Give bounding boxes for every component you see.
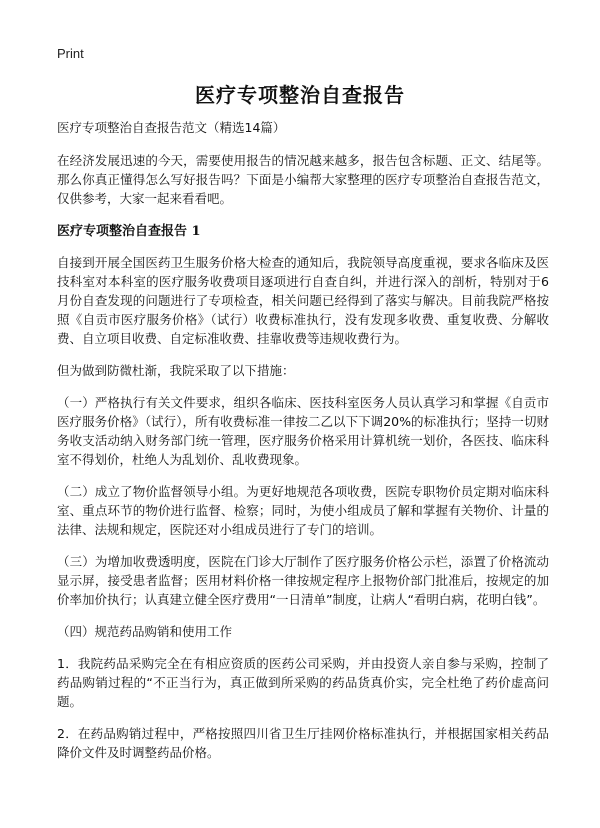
page-title: 医疗专项整治自查报告	[195, 83, 405, 107]
print-link[interactable]: Print	[57, 46, 84, 61]
body-paragraph: （三）为增加收费透明度，医院在门诊大厅制作了医疗服务价格公示栏，添置了价格流动显示屏，接受患者监督；医用材料价格一律按规定程序上报物价部门批准后，按规定的加价率加价执行；认真建立健全医疗费用“一日清单”制度，让病人“看明白病，花明白钱”。	[57, 554, 549, 607]
article-subtitle: 医疗专项整治自查报告范文（精选14篇）	[57, 120, 286, 135]
intro-paragraph: 在经济发展迅速的今天，需要使用报告的情况越来越多，报告包含标题、正文、结尾等。那么你真正懂得怎么写好报告吗？下面是小编帮大家整理的医疗专项整治自查报告范文，仅供参考，大家一起来看看吧。	[57, 153, 549, 206]
article-body	[57, 118, 549, 775]
body-paragraph: （一）严格执行有关文件要求，组织各临床、医技科室医务人员认真学习和掌握《自贡市医疗服务价格》（试行），所有收费标准一律按二乙以下下调20%的标准执行；坚持一切财务收支活动纳入财务部门统一管理，医疗服务价格采用计算机统一划价，各医技、临床科室不得划价，杜绝人为乱划价、乱收费现象。	[57, 395, 549, 467]
section-heading: 医疗专项整治自查报告 1	[57, 224, 201, 239]
body-paragraph: 自接到开展全国医药卫生服务价格大检查的通知后，我院领导高度重视，要求各临床及医技科室对本科室的医疗服务收费项目逐项进行自查自纠，并进行深入的剖析，特别对于6月份自查发现的问题进行了专项检查，相关问题已经得到了落实与解决。目前我院严格按照《自贡市医疗服务价格》（试行）收费标准执行，没有发现多收费、重复收费、分解收费、自立项目收费、自定标准收费、挂靠收费等违规收费行为。	[57, 255, 549, 346]
body-paragraph: （四）规范药品购销和使用工作	[57, 624, 233, 639]
body-paragraph: （二）成立了物价监督领导小组。为更好地规范各项收费，医院专职物价员定期对临床科室、重点环节的物价进行监督、检察；同时，为使小组成员了解和掌握有关物价、计量的法律、法规和规定，医院还对小组成员进行了专门的培训。	[57, 484, 549, 537]
body-paragraph: 1．我院药品采购完全在有相应资质的医药公司采购，并由投资人亲自参与采购，控制了药品购销过程的“不正当行为，真正做到所采购的药品货真价实，完全杜绝了药价虚高问题。	[57, 656, 549, 709]
body-paragraph: 2．在药品购销过程中，严格按照四川省卫生厅挂网价格标准执行，并根据国家相关药品降价文件及时调整药品价格。	[57, 726, 549, 760]
body-paragraph: 但为做到防微杜渐，我院采取了以下措施：	[57, 363, 295, 378]
